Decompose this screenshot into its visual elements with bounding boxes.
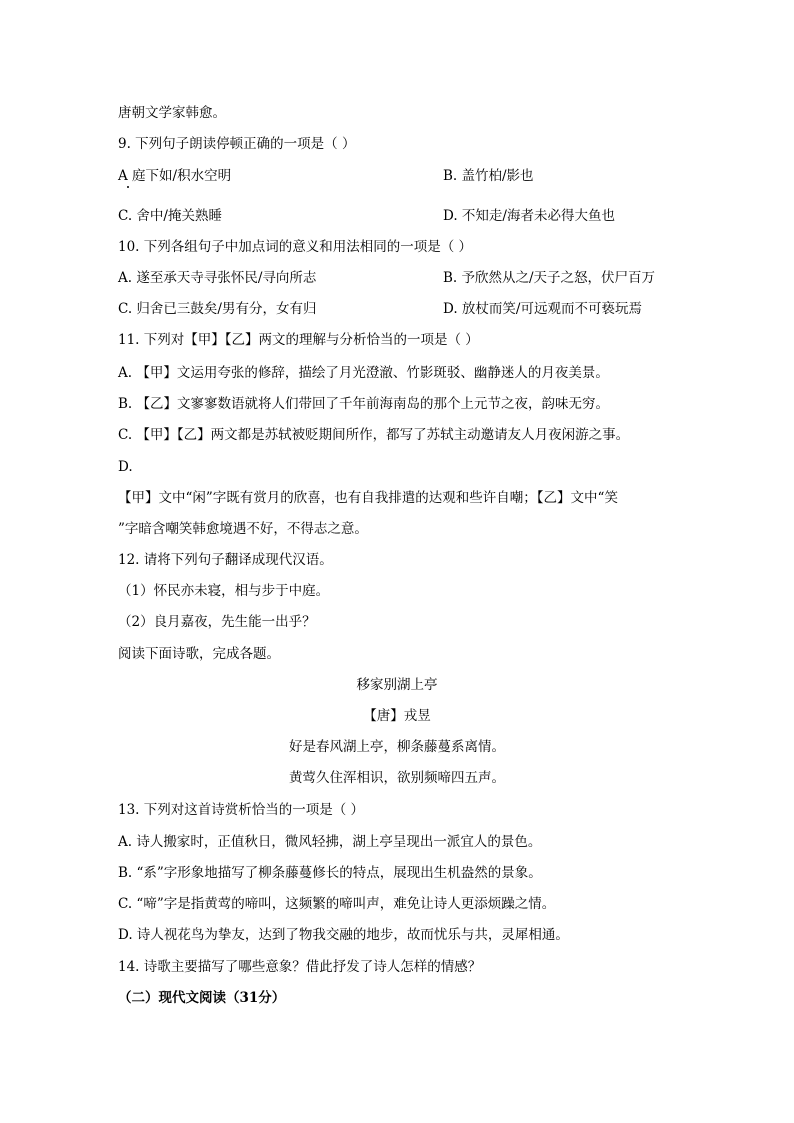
question-12: 12. 请将下列句子翻译成现代汉语。 [118, 552, 333, 568]
poem-line-1: 好是春风湖上亭，柳条藤蔓系离情。 [289, 739, 505, 755]
emphasis-dot [127, 186, 129, 188]
option-10b: B. 予欣然从之/天子之怒，伏尸百万 [443, 270, 656, 286]
option-11d-label: D. [118, 459, 133, 475]
option-10c: C. 归舍已三鼓矣/男有分，女有归 [118, 301, 317, 317]
question-13: 13. 下列对这首诗赏析恰当的一项是（ ） [118, 802, 365, 818]
option-10d: D. 放杖而笑/可远观而不可亵玩焉 [443, 301, 642, 317]
question-9: 9. 下列句子朗读停顿正确的一项是（ ） [118, 136, 356, 152]
option-9d: D. 不知走/海者未必得大鱼也 [443, 208, 615, 224]
poem-line-2: 黄莺久住浑相识，欲别频啼四五声。 [289, 770, 505, 786]
text-line: 唐朝文学家韩愈。 [118, 105, 226, 121]
option-10a: A. 遂至承天寺寻张怀民/寻向所志 [118, 270, 317, 286]
option-13b: B. “系”字形象地描写了柳条藤蔓修长的特点，展现出生机盎然的景象。 [118, 865, 542, 881]
option-13c: C. “啼”字是指黄莺的啼叫，这频繁的啼叫声，难免让诗人更添烦躁之情。 [118, 896, 556, 912]
option-9a: A 庭下如/积水空明 [118, 168, 232, 184]
option-11d-line2: ”字暗含嘲笑韩愈境遇不好，不得志之意。 [118, 521, 368, 537]
option-11a: A. 【甲】文运用夸张的修辞，描绘了月光澄澈、竹影斑驳、幽静迷人的月夜美景。 [118, 365, 609, 381]
section-heading: （二）现代文阅读（31分） [118, 990, 286, 1006]
poem-title: 移家别湖上亭 [356, 677, 438, 693]
question-11: 11. 下列对【甲】【乙】两文的理解与分析恰当的一项是（ ） [118, 332, 479, 348]
option-13a: A. 诗人搬家时，正值秋日，微风轻拂，湖上亭呈现出一派宜人的景色。 [118, 834, 542, 850]
option-11b: B. 【乙】文寥寥数语就将人们带回了千年前海南岛的那个上元节之夜，韵味无穷。 [118, 396, 610, 412]
option-9c: C. 舍中/掩关熟睡 [118, 208, 222, 224]
option-11c: C. 【甲】【乙】两文都是苏轼被贬期间所作，都写了苏轼主动邀请友人月夜闲游之事。 [118, 427, 630, 443]
option-11d-line1: 【甲】文中“闲”字既有赏月的欣喜，也有自我排遣的达观和些许自嘲；【乙】文中“笑 [118, 490, 618, 506]
question-14: 14. 诗歌主要描写了哪些意象？借此抒发了诗人怎样的情感？ [118, 959, 482, 975]
question-12-part1: （1）怀民亦未寝，相与步于中庭。 [118, 583, 330, 599]
poem-author: 【唐】戎昱 [363, 708, 431, 724]
question-10: 10. 下列各组句子中加点词的意义和用法相同的一项是（ ） [118, 239, 473, 255]
option-9b: B. 盖竹柏/影也 [443, 168, 534, 184]
question-12-part2: （2）良月嘉夜，先生能一出乎？ [118, 614, 316, 630]
reading-instruction: 阅读下面诗歌，完成各题。 [118, 646, 280, 662]
option-13d: D. 诗人视花鸟为挚友，达到了物我交融的地步，故而忧乐与共，灵犀相通。 [118, 927, 569, 943]
